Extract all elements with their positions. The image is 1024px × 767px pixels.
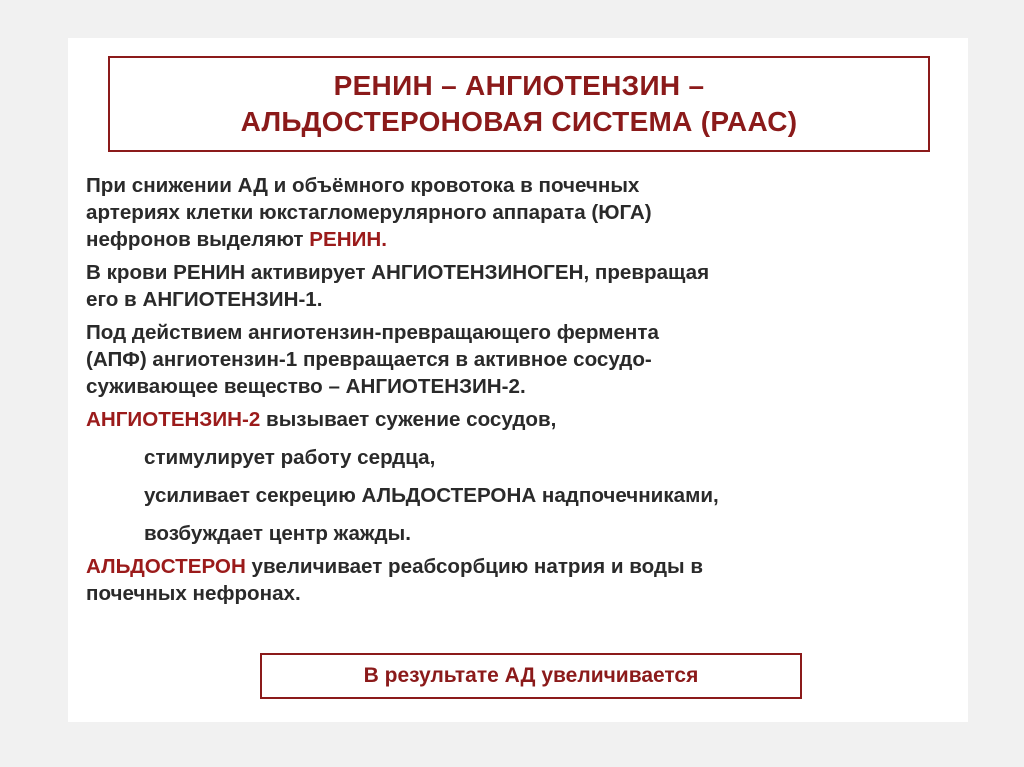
text-line (86, 226, 976, 253)
text-fragment: увеличивает реабсорбцию натрия и воды в (245, 555, 704, 578)
text-line: (АПФ) ангиотензин-1 превращается в активное сосудо- (86, 348, 652, 371)
highlight-renin: РЕНИН. (309, 228, 387, 251)
text-fragment: вызывает сужение сосудов, (260, 408, 557, 431)
paragraph-aldosterone (86, 553, 976, 607)
highlight-aldosterone: АЛЬДОСТЕРОН (86, 555, 246, 578)
slide-body (86, 172, 976, 613)
result-box (260, 653, 802, 699)
title-line-1: РЕНИН – АНГИОТЕНЗИН – (333, 70, 705, 101)
effect-item: возбуждает центр жажды. (144, 522, 411, 545)
paragraph-ace (86, 319, 976, 400)
text-line: В крови РЕНИН активирует АНГИОТЕНЗИНОГЕН, превращая (86, 261, 710, 284)
text-line: почечных нефронах. (86, 582, 301, 605)
paragraph-renin-release (86, 172, 976, 253)
text-fragment: нефронов выделяют (86, 228, 310, 251)
paragraph-angiotensinogen (86, 259, 976, 313)
text-line: суживающее вещество – АНГИОТЕНЗИН-2. (86, 375, 526, 398)
text-line (86, 406, 976, 433)
highlight-angiotensin-2: АНГИОТЕНЗИН-2 (86, 408, 261, 431)
paragraph-angiotensin-2 (86, 406, 976, 547)
title-line-2: АЛЬДОСТЕРОНОВАЯ СИСТЕМА (РААС) (240, 106, 798, 137)
result-text: В результате АД увеличивается (363, 664, 699, 687)
title-box (108, 56, 930, 152)
text-line: При снижении АД и объёмного кровотока в почечных (86, 174, 640, 197)
effect-item: усиливает секрецию АЛЬДОСТЕРОНА надпочечниками, (144, 484, 719, 507)
text-line (86, 553, 976, 580)
text-line: его в АНГИОТЕНЗИН-1. (86, 288, 323, 311)
effect-item: стимулирует работу сердца, (144, 446, 436, 469)
text-line: Под действием ангиотензин-превращающего фермента (86, 321, 659, 344)
text-line: артериях клетки юкстагломерулярного аппарата (ЮГА) (86, 201, 652, 224)
